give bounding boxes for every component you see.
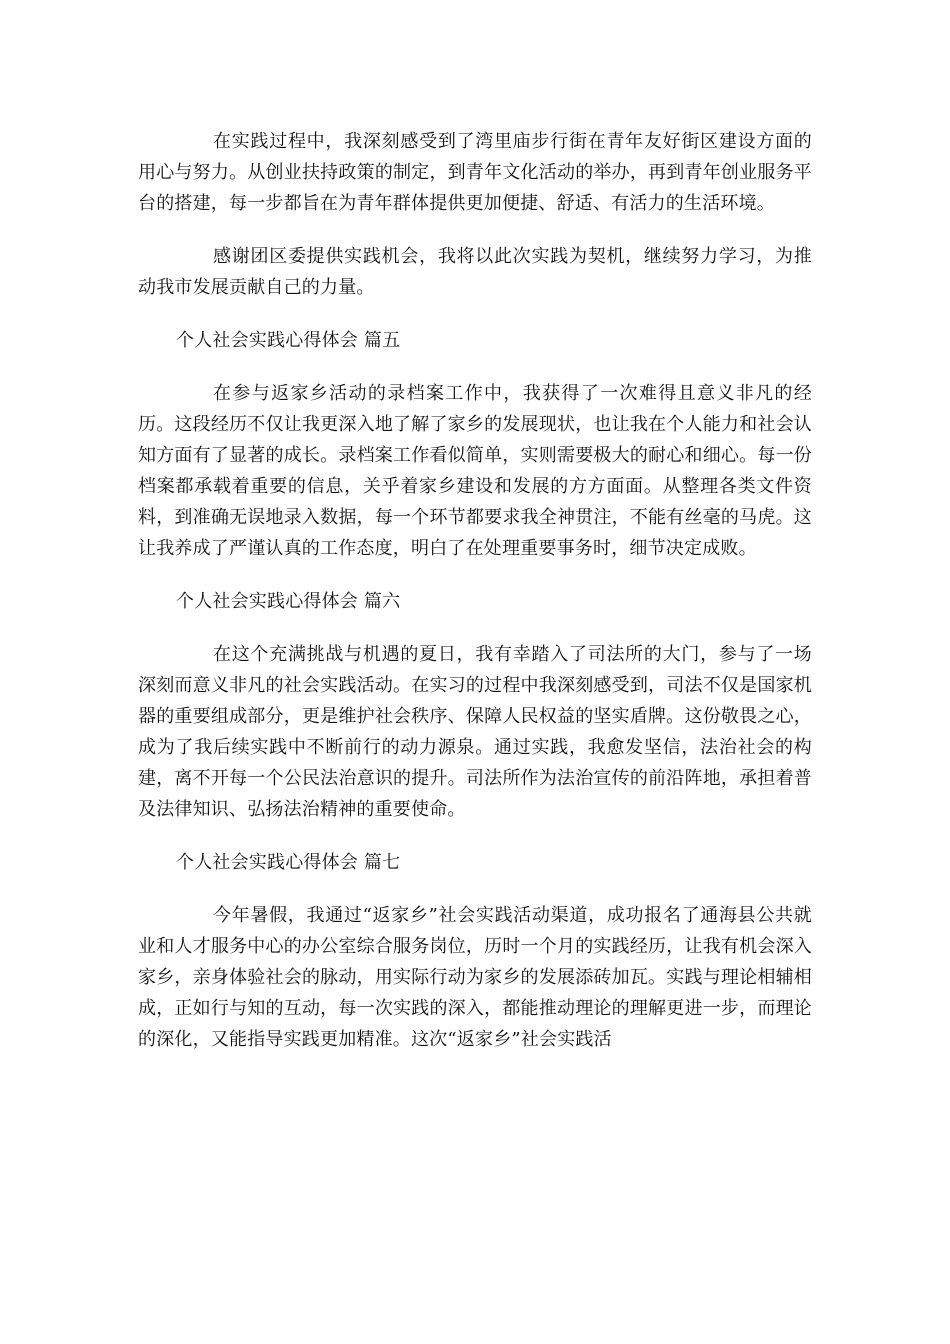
section-title-6: 个人社会实践心得体会 篇六 xyxy=(176,591,401,612)
paragraph-3: 在参与返家乡活动的录档案工作中，我获得了一次难得且意义非凡的经历。这段经历不仅让我更深入地了解了家乡的发展现状，也让我在个人能力和社会认知方面有了显著的成长。录档案工作看似简单，实则需要极大的耐心和细心。每一份档案都承载着重要的信息，关乎着家乡建设和发展的方方面面。从整理各类文件资料，到准确无误地录入数据，每一个环节都要求我全神贯注，不能有丝毫的马虎。这让我养成了严谨认真的工作态度，明白了在处理重要事务时，细节决定成败。 xyxy=(138,383,812,559)
paragraph-2: 感谢团区委提供实践机会，我将以此次实践为契机，继续努力学习，为推动我市发展贡献自己的力量。 xyxy=(138,246,812,298)
paragraph-1: 在实践过程中，我深刻感受到了湾里庙步行街在青年友好街区建设方面的用心与努力。从创业扶持政策的制定，到青年文化活动的举办，再到青年创业服务平台的搭建，每一步都旨在为青年群体提供更加便捷、舒适、有活力的生活环境。 xyxy=(138,131,812,214)
paragraph-5: 今年暑假，我通过“返家乡”社会实践活动渠道，成功报名了通海县公共就业和人才服务中心的办公室综合服务岗位，历时一个月的实践经历，让我有机会深入家乡，亲身体验社会的脉动，用实际行动为家乡的发展添砖加瓦。实践与理论相辅相成，正如行与知的互动，每一次实践的深入，都能推动理论的理解更进一步，而理论的深化，又能指导实践更加精准。这次“返家乡”社会实践活 xyxy=(138,905,812,1050)
section-title-7: 个人社会实践心得体会 篇七 xyxy=(176,852,401,873)
paragraph-4: 在这个充满挑战与机遇的夏日，我有幸踏入了司法所的大门，参与了一场深刻而意义非凡的社会实践活动。在实习的过程中我深刻感受到，司法不仅是国家机器的重要组成部分，更是维护社会秩序、保障人民权益的坚实盾牌。这份敬畏之心，成为了我后续实践中不断前行的动力源泉。通过实践，我愈发坚信，法治社会的构建，离不开每一个公民法治意识的提升。司法所作为法治宣传的前沿阵地，承担着普及法律知识、弘扬法治精神的重要使命。 xyxy=(138,644,812,820)
section-title-5: 个人社会实践心得体会 篇五 xyxy=(176,330,401,351)
